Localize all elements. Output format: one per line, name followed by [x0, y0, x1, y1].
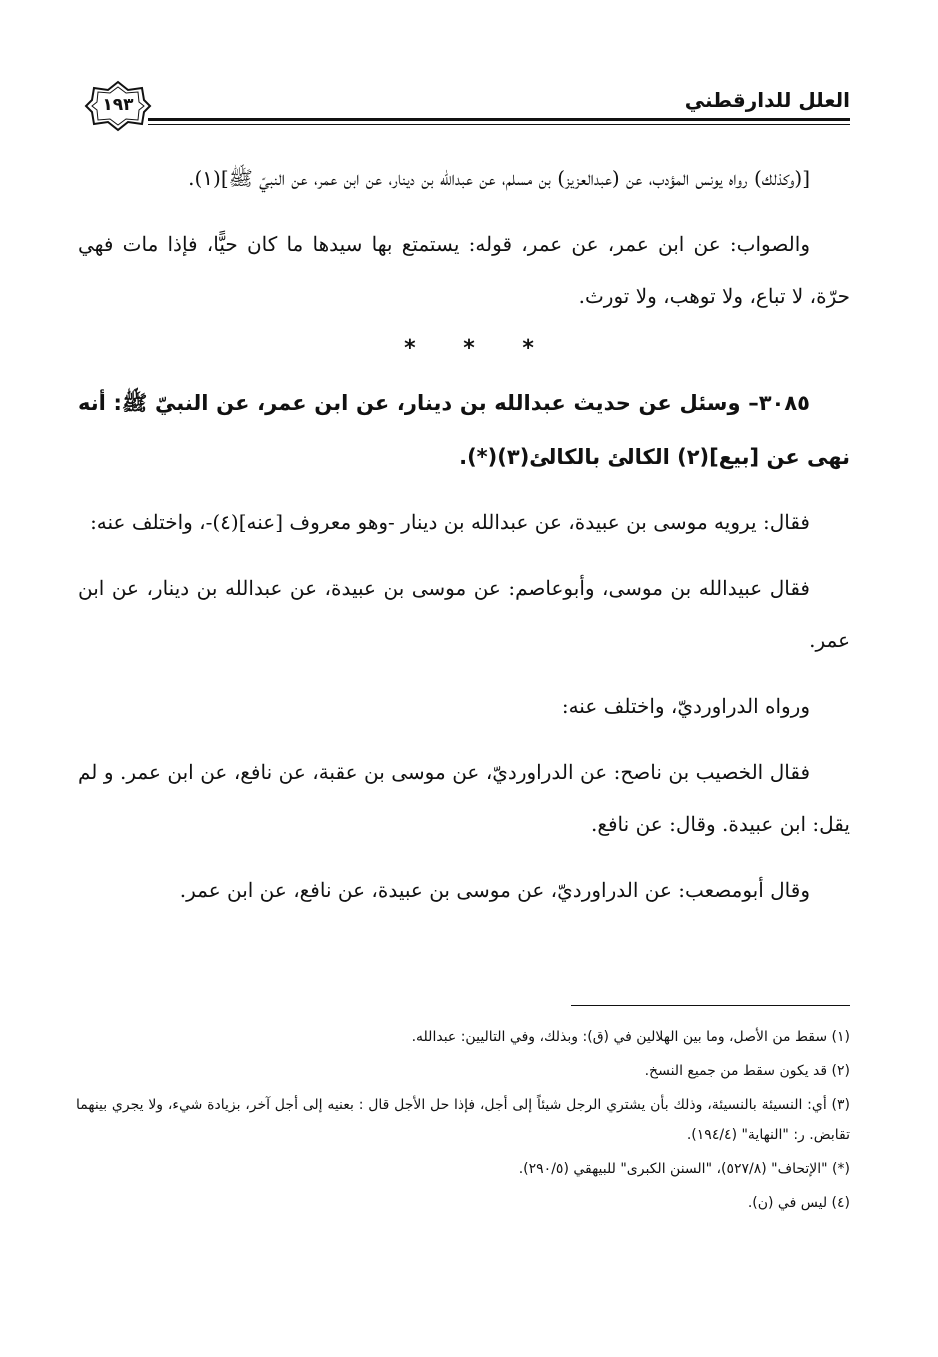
paragraph-5: ورواه الدراورديّ، واختلف عنه: — [561, 694, 810, 718]
paragraph-4: فقال عبيدالله بن موسى، وأبوعاصم: عن موسى بن عبيدة، عن عبدالله بن دينار، عن ابن عمر. — [78, 576, 850, 652]
header-rule-thin — [148, 124, 850, 125]
footnotes — [76, 1022, 850, 1222]
footnote-1: (١) سقط من الأصل، وما بين الهلالين في (ق): وبذلك، وفي التاليين: عبدالله. — [411, 1029, 850, 1045]
footnote-2: (٢) قد يكون سقط من جميع النسخ. — [644, 1063, 850, 1079]
page-number: ١٩٣ — [102, 95, 134, 115]
footnote-rule — [571, 1005, 850, 1006]
paragraph-2: والصواب: عن ابن عمر، عن عمر، قوله: يستمتع بها سيدها ما كان حيًّا، فإذا مات فهي حرّة، لا تباع، ولا توهب، ولا تورث. — [78, 232, 850, 308]
paragraph-1: [(وكذلك) رواه يونس المؤدب، عن (عبدالعزيز) بن مسلم، عن عبدالله بن دينار، عن ابن عمر، عن النبيّ ﷺ](١). — [188, 166, 810, 190]
footnote-star: (*) "الإتحاف" (٥٢٧/٨)، "السنن الكبرى" للبيهقي (٢٩٠/٥). — [518, 1161, 850, 1177]
header-rule-thick — [148, 118, 850, 121]
paragraph-7: وقال أبومصعب: عن الدراورديّ، عن موسى بن عبيدة، عن نافع، عن ابن عمر. — [179, 878, 810, 902]
main-text — [78, 152, 850, 930]
paragraph-3: فقال: يرويه موسى بن عبيدة، عن عبدالله بن دينار -وهو معروف [عنه](٤)-، واختلف عنه: — [90, 510, 810, 534]
footnote-4: (٤) ليس في (ن). — [747, 1195, 850, 1211]
footnote-3: (٣) أي: النسيئة بالنسيئة، وذلك بأن يشتري الرجل شيئاً إلى أجل، فإذا حل الأجل قال : بعنيه إلى أجل آخر، بزيادة شيء، ولا يجري بينهما تقابض. ر: "النهاية" (١٩٤/٤). — [76, 1097, 850, 1143]
section-separator: * * * — [404, 336, 534, 361]
running-title: العلل للدارقطني — [684, 88, 850, 112]
hadith-heading: ٣٠٨٥– وسئل عن حديث عبدالله بن دينار، عن ابن عمر، عن النبيّ ﷺ: أنه نهى عن [بيع](٢) الكالئ بالكالئ(٣)(*). — [78, 391, 850, 469]
paragraph-6: فقال الخصيب بن ناصح: عن الدراورديّ، عن موسى بن عقبة، عن نافع، عن ابن عمر. و لم يقل: ابن عبيدة. وقال: عن نافع. — [78, 760, 850, 836]
page-number-badge — [84, 80, 152, 132]
page-header — [78, 80, 850, 132]
